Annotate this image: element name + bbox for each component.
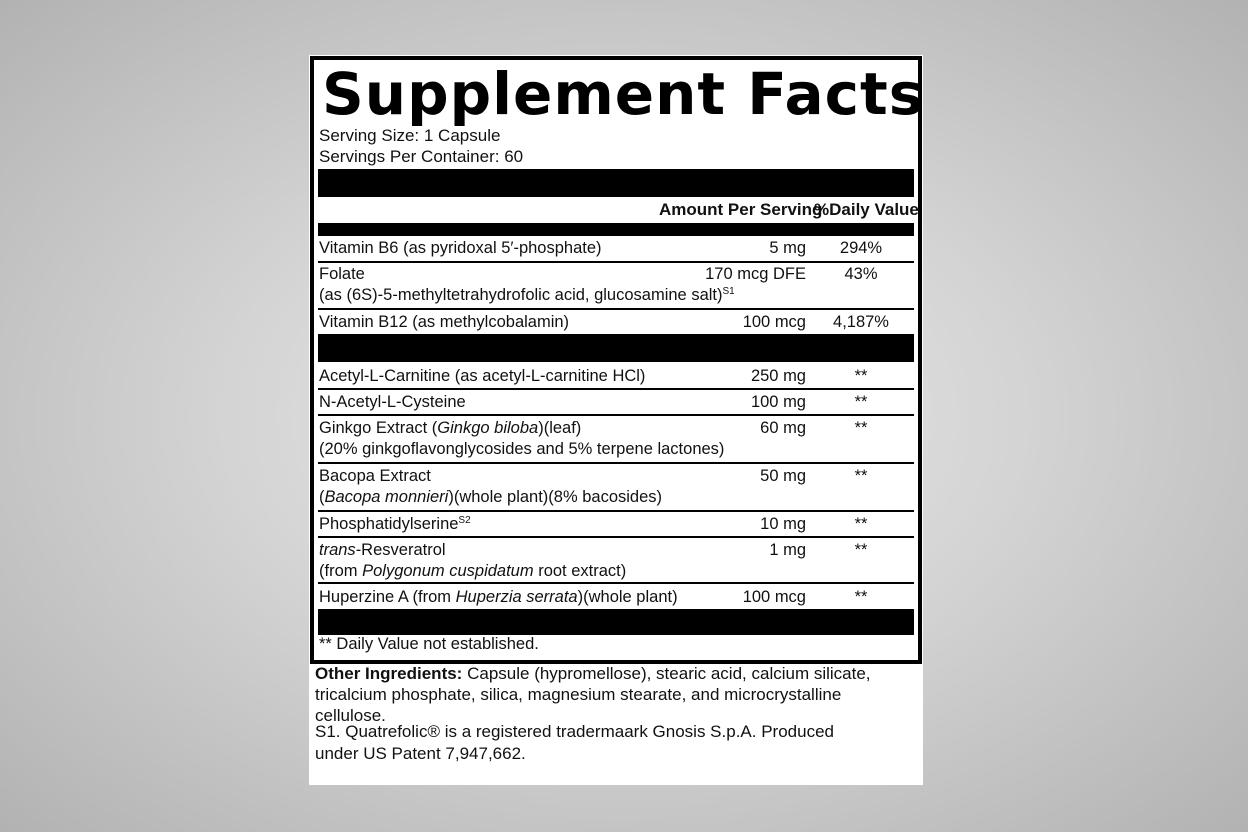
nutrient-amount: 170 mcg DFE	[705, 265, 806, 283]
nutrient-row	[319, 587, 915, 608]
trademark-note-line2: under US Patent 7,947,662.	[315, 744, 526, 763]
nutrient-amount: 1 mg	[769, 541, 806, 559]
nutrient-dv: **	[854, 367, 868, 385]
daily-value-header: %Daily Value	[814, 200, 919, 219]
nutrient-dv: 43%	[844, 265, 878, 283]
row-divider	[318, 414, 914, 416]
other-ingredients-label: Other Ingredients:	[315, 664, 463, 683]
nutrient-dv: 294%	[839, 239, 883, 257]
nutrient-row	[319, 312, 915, 333]
nutrient-row	[319, 264, 915, 306]
nutrient-dv: **	[854, 467, 868, 485]
thick-divider	[318, 609, 914, 635]
nutrient-amount: 100 mcg	[742, 588, 806, 606]
nutrient-amount: 5 mg	[769, 239, 806, 257]
nutrient-dv: **	[854, 419, 868, 437]
nutrient-name: trans-Resveratrol	[319, 541, 446, 559]
footnote-marker: S2	[458, 515, 471, 526]
nutrient-row	[319, 540, 915, 582]
nutrient-name: Folate	[319, 265, 365, 283]
servings-per-container: Servings Per Container: 60	[319, 147, 524, 166]
row-divider	[318, 536, 914, 538]
nutrient-dv: **	[854, 393, 868, 411]
amount-per-serving-header: Amount Per Serving	[659, 200, 823, 219]
other-ingredients	[315, 663, 915, 726]
nutrient-dv: **	[854, 541, 868, 559]
nutrient-dv: **	[854, 515, 868, 533]
daily-value-footnote: ** Daily Value not established.	[319, 635, 539, 653]
row-divider	[318, 308, 914, 310]
nutrient-name: Phosphatidylserine$^{S2}$	[319, 515, 471, 533]
trademark-note-line1: S1. Quatrefolic® is a registered tradermaark Gnosis S.p.A. Produced	[315, 722, 834, 741]
supplement-facts-panel	[310, 56, 925, 664]
nutrient-amount: 250 mg	[750, 367, 806, 385]
nutrient-name: Ginkgo Extract (Ginkgo biloba)(leaf)	[319, 419, 582, 437]
nutrient-source: (from Polygonum cuspidatum root extract)	[319, 562, 627, 580]
nutrient-row	[319, 418, 915, 460]
nutrient-name: N-Acetyl-L-Cysteine	[319, 393, 466, 411]
row-divider	[318, 388, 914, 390]
nutrient-name: Bacopa Extract	[319, 467, 431, 485]
row-divider	[318, 582, 914, 584]
nutrient-name: Vitamin B12 (as methylcobalamin)	[319, 313, 570, 331]
nutrient-name: Huperzine A (from Huperzia serrata)(whole plant)	[319, 588, 678, 606]
medium-divider	[318, 223, 914, 236]
row-divider	[318, 261, 914, 263]
nutrient-amount: 100 mg	[750, 393, 806, 411]
footnote-marker: S1	[722, 286, 735, 297]
nutrient-dv: **	[854, 588, 868, 606]
serving-size: Serving Size: 1 Capsule	[319, 126, 501, 145]
row-divider	[318, 510, 914, 512]
thick-divider	[318, 169, 914, 197]
thick-divider	[318, 334, 914, 362]
nutrient-row	[319, 514, 915, 535]
nutrient-source: (as (6S)-5-methyltetrahydrofolic acid, glucosamine salt)$^{S1}$	[319, 286, 735, 304]
trademark-note	[315, 721, 915, 765]
nutrient-name: Vitamin B6 (as pyridoxal 5′-phosphate)	[319, 239, 602, 257]
nutrient-row	[319, 392, 915, 413]
nutrient-amount: 10 mg	[760, 515, 806, 533]
nutrient-source: (Bacopa monnieri)(whole plant)(8% bacosides)	[319, 488, 663, 506]
nutrient-name: Acetyl-L-Carnitine (as acetyl-L-carnitine HCl)	[319, 367, 646, 385]
nutrient-amount: 50 mg	[760, 467, 806, 485]
nutrient-row	[319, 238, 915, 259]
other-ingredients-text: Capsule (hypromellose), stearic acid, calcium silicate, tricalcium phosphate, silica, magnesium stearate, and microcrystalline cellulose.	[315, 664, 871, 725]
supplement-label	[309, 55, 923, 785]
nutrient-dv: 4,187%	[833, 313, 889, 331]
panel-title: Supplement Facts	[322, 60, 925, 128]
nutrient-amount: 60 mg	[760, 419, 806, 437]
row-divider	[318, 462, 914, 464]
nutrient-row	[319, 366, 915, 387]
nutrient-row	[319, 466, 915, 508]
nutrient-amount: 100 mcg	[742, 313, 806, 331]
nutrient-source: (20% ginkgoflavonglycosides and 5% terpene lactones)	[319, 440, 725, 458]
